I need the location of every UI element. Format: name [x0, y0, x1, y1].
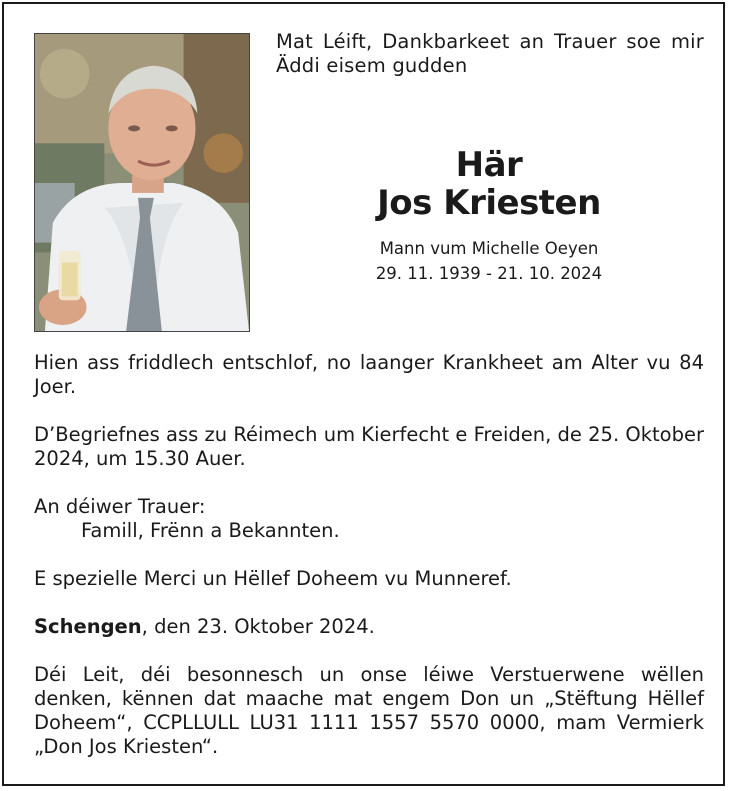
donation-note: Déi Leit, déi besonnesch un onse léiwe Verstuerwene wëllen denken, kënnen dat maache mat engem Don un „Stëftung Hëllef Doheem“, CCPLLULL LU31 1111 1557 5570 0000, mam Vermierk „Don Jos Kriesten“.: [34, 663, 704, 758]
deceased-name: Jos Kriesten: [377, 183, 601, 223]
portrait-image: [35, 34, 249, 331]
date-text: , den 23. Oktober 2024.: [141, 615, 375, 638]
mourners-label: An déiwer Trauer:: [34, 495, 206, 518]
death-notice: Hien ass friddlech entschlof, no laanger Krankheet am Alter vu 84 Joer.: [34, 351, 704, 398]
dedication-text: Mat Léift, Dankbarkeet an Trauer soe mir Äddi eisem gudden: [276, 30, 704, 77]
portrait-photo: [34, 33, 250, 332]
funeral-info: D’Begriefnes ass zu Réimech um Kierfecht e Freiden, de 25. Oktober 2024, um 15.30 Auer.: [34, 423, 704, 470]
place-name: Schengen: [34, 615, 142, 638]
thanks-note: E spezielle Merci un Hëllef Doheem vu Munneref.: [34, 567, 512, 590]
place-date: [34, 615, 704, 639]
notice-body: [34, 351, 704, 759]
mourners-list: Famill, Frënn a Bekannten.: [81, 519, 340, 542]
name-prefix: Här: [455, 145, 523, 185]
spouse-line: Mann vum Michelle Oeyen: [379, 239, 599, 258]
name-block: [304, 146, 674, 286]
life-dates: 29. 11. 1939 - 21. 10. 2024: [375, 264, 603, 283]
obituary-card: [2, 2, 725, 786]
